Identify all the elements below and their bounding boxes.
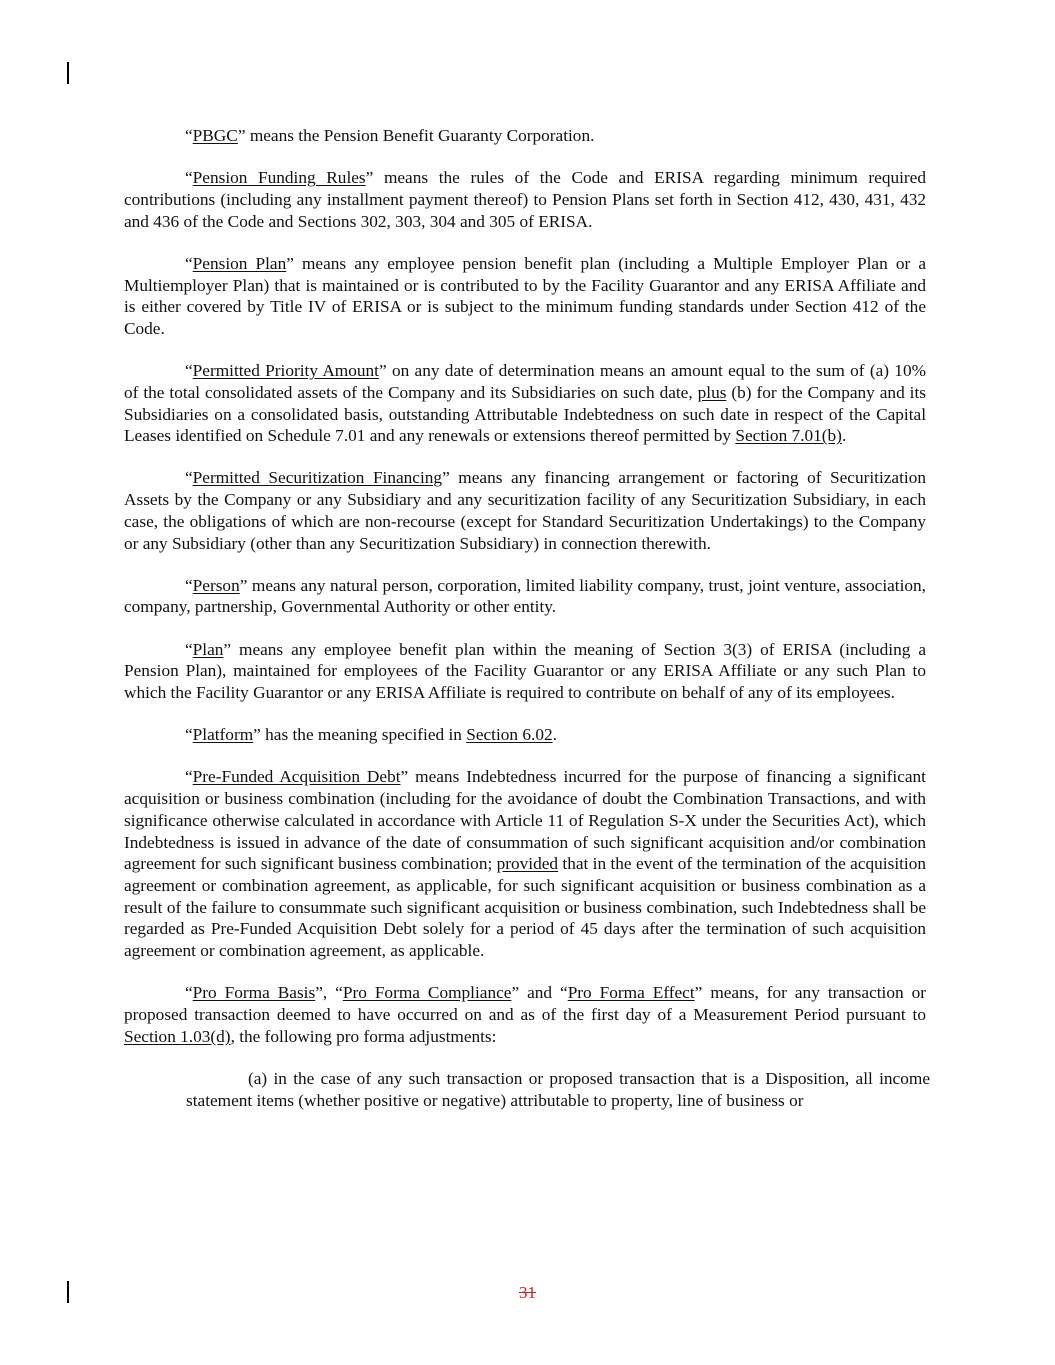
defined-term: Permitted Priority Amount [192,361,379,381]
defined-term: Platform [192,725,254,745]
revision-change-bar-top [67,62,69,84]
definition-platform: “Platform” has the meaning specified in Section 6.02. [185,725,557,745]
defined-term: PBGC [192,126,238,145]
defined-term: Pro Forma Basis [192,983,316,1003]
page-number: 31 [519,1283,536,1302]
defined-term: Pension Funding Rules [192,168,366,188]
definition-pbgc: “PBGC” means the Pension Benefit Guaranty Corporation. [185,126,595,145]
defined-term: Pro Forma Effect [567,983,695,1003]
defined-term: Pro Forma Compliance [342,983,512,1003]
emphasis-plus: plus [697,382,727,402]
section-reference: Section 1.03(d) [124,1026,231,1046]
definition-pro-forma: “Pro Forma Basis”, “Pro Forma Compliance” and “Pro Forma Effect” means, for any transaction or proposed transaction deemed to have occurred on and as of the first day of a Measurement Period pursuant to Section 1.03(d), the following pro forma adjustments: [124,983,927,1046]
emphasis-provided: provided [496,854,559,874]
defined-term: Person [192,575,240,595]
definition-pension-plan: “Pension Plan” means any employee pension benefit plan (including a Multiple Employer Plan or a Multiemployer Plan) that is maintained or is contributed to by the Facility Guarantor and any ERISA Affiliate and is either covered by Title IV of ERISA or is subject to the minimum funding standards under Section 412 of the Code. [124,253,926,338]
definition-person: “Person” means any natural person, corporation, limited liability company, trust, joint venture, association, company, partnership, Governmental Authority or other entity. [124,575,926,617]
defined-term: Pension Plan [192,253,287,273]
document-body [124,125,930,1111]
section-reference: Section 7.01(b) [735,426,842,446]
defined-term: Pre-Funded Acquisition Debt [192,767,401,787]
section-reference: Section 6.02 [466,725,553,745]
clause-a: (a) in the case of any such transaction or proposed transaction that is a Disposition, all income statement items (whether positive or negative) attributable to property, line of business or [186,1068,930,1110]
definition-pre-funded-acquisition-debt: “Pre-Funded Acquisition Debt” means Indebtedness incurred for the purpose of financing a significant acquisition or business combination (including for the avoidance of doubt the Combination Transactions, and with significance otherwise calculated in accordance with Article 11 of Regulation S-X under the Securities Act), which Indebtedness is issued in advance of the date of consummation of such significant acquisition and/or combination agreement for such significant business combination; provided that in the event of the termination of the acquisition agreement or combination agreement, as applicable, for such significant acquisition or business combination as a result of the failure to consummate such significant acquisition or business combination, such Indebtedness shall be regarded as Pre-Funded Acquisition Debt solely for a period of 45 days after the termination of such acquisition agreement or combination agreement, as applicable. [124,767,927,961]
definition-permitted-securitization-financing: “Permitted Securitization Financing” means any financing arrangement or factoring of Securitization Assets by the Company or any Subsidiary and any securitization facility of any Securitization Subsidiary, in each case, the obligations of which are non-recourse (except for Standard Securitization Undertakings) to the Company or any Subsidiary (other than any Securitization Subsidiary) in connection therewith. [124,468,926,553]
definition-permitted-priority-amount: “Permitted Priority Amount” on any date of determination means an amount equal to the sum of (a) 10% of the total consolidated assets of the Company and its Subsidiaries on such date, plus (b) for the Company and its Subsidiaries on a consolidated basis, outstanding Attributable Indebtedness on such date in respect of the Capital Leases identified on Schedule 7.01 and any renewals or extensions thereof permitted by Section 7.01(b). [124,361,926,446]
definition-plan: “Plan” means any employee benefit plan within the meaning of Section 3(3) of ERISA (including a Pension Plan), maintained for employees of the Facility Guarantor or any ERISA Affiliate or any such Plan to which the Facility Guarantor or any ERISA Affiliate is required to contribute on behalf of any of its employees. [124,639,926,703]
defined-term: Plan [192,639,224,659]
definition-pension-funding-rules: “Pension Funding Rules” means the rules of the Code and ERISA regarding minimum required contributions (including any installment payment thereof) to Pension Plans set forth in Section 412, 430, 431, 432 and 436 of the Code and Sections 302, 303, 304 and 305 of ERISA. [124,168,926,231]
defined-term: Permitted Securitization Financing [192,468,443,488]
